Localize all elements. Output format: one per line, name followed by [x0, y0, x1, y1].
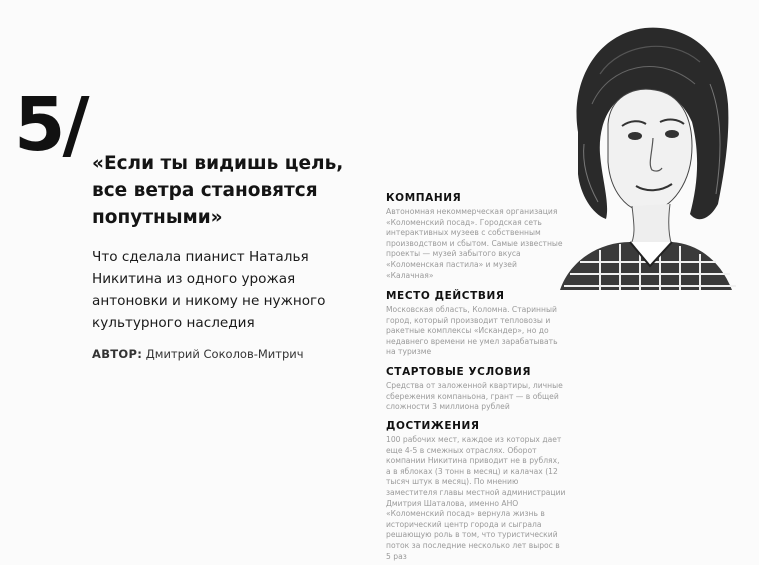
author-line	[92, 347, 304, 361]
article-headline: «Если ты видишь цель, все ветра становятся попутными»	[92, 153, 344, 228]
sidebar-achievements-title: ДОСТИЖЕНИЯ	[386, 420, 480, 432]
sidebar-location	[386, 290, 566, 358]
sidebar-location-title: МЕСТО ДЕЙСТВИЯ	[386, 290, 505, 302]
author-name: Дмитрий Соколов-Митрич	[145, 347, 304, 361]
article-deck: Что сделала пианист Наталья Никитина из одного урожая антоновки и никому не нужного культурного наследия	[92, 249, 326, 331]
portrait-illustration	[540, 14, 740, 290]
sidebar-achievements	[386, 420, 566, 562]
sidebar-achievements-text: 100 рабочих мест, каждое из которых дает еще 4-5 в смежных отраслях. Оборот компании Никитина приводит не в рублях, а в яблоках (3 тонн в месяц) и калачах (12 тысяч штук в месяц). По мнению заместителя главы местной администрации Дмитрия Шаталова, именно АНО «Коломенский посад» вернула жизнь в исторический центр города и сыграла решающую роль в том, что туристический поток за последние несколько лет вырос в 5 раз	[386, 435, 566, 561]
author-label: АВТОР:	[92, 347, 143, 361]
article-number: 5/	[14, 82, 87, 168]
sidebar-company-title: КОМПАНИЯ	[386, 192, 462, 204]
sidebar-start	[386, 366, 566, 413]
sidebar-location-text: Московская область, Коломна. Старинный город, который производит тепловозы и ракетные комплексы «Искандер», но до недавнего времени не умел зарабатывать на туризме	[386, 305, 558, 357]
sidebar-company-text: Автономная некоммерческая организация «Коломенский посад». Городская сеть интерактивных музеев с собственным производством и сбытом. Самые известные проекты — музей забытого вкуса «Коломенская пастила» и музей «Калачная»	[386, 207, 563, 280]
sidebar-company	[386, 192, 566, 281]
sidebar-start-text: Средства от заложенной квартиры, личные сбережения компаньона, грант — в общей сложности 3 миллиона рублей	[386, 381, 563, 412]
sidebar-start-title: СТАРТОВЫЕ УСЛОВИЯ	[386, 366, 532, 378]
